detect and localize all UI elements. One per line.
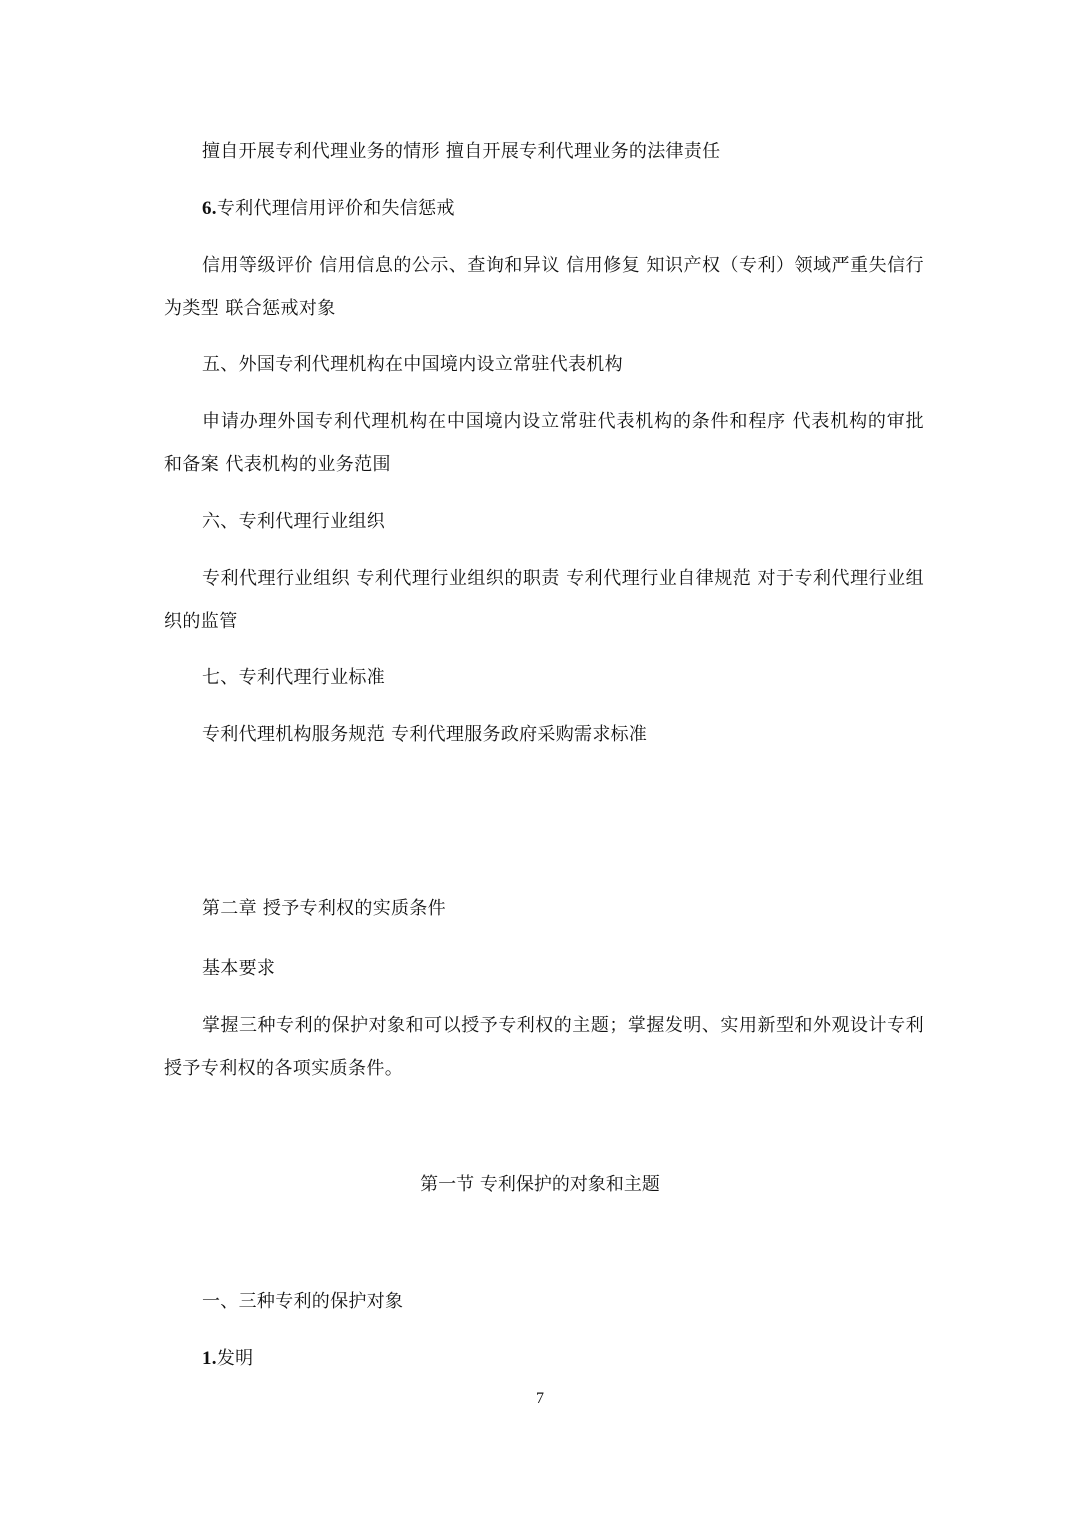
chapter-heading: 第二章 授予专利权的实质条件	[202, 898, 446, 919]
section-title: 第一节 专利保护的对象和主题	[420, 1174, 660, 1195]
paragraph: 申请办理外国专利代理机构在中国境内设立常驻代表机构的条件和程序 代表机构的审批和备案 代表机构的业务范围	[164, 411, 924, 475]
item-number: 6.	[202, 198, 217, 219]
section-heading	[202, 1347, 253, 1371]
text-line: 基本要求	[202, 958, 276, 979]
section-heading: 七、专利代理行业标准	[202, 667, 385, 688]
section-heading	[202, 197, 455, 221]
section-heading: 五、外国专利代理机构在中国境内设立常驻代表机构	[202, 354, 623, 375]
page-number: 7	[536, 1390, 544, 1407]
paragraph: 专利代理行业组织 专利代理行业组织的职责 专利代理行业自律规范 对于专利代理行业组织的监管	[164, 568, 924, 632]
paragraph: 信用等级评价 信用信息的公示、查询和异议 信用修复 知识产权（专利）领域严重失信行为类型 联合惩戒对象	[164, 255, 924, 319]
text-line: 擅自开展专利代理业务的情形 擅自开展专利代理业务的法律责任	[202, 141, 721, 162]
item-title: 发明	[216, 1348, 254, 1369]
section-heading: 六、专利代理行业组织	[202, 511, 385, 532]
text-line: 专利代理机构服务规范 专利代理服务政府采购需求标准	[202, 724, 648, 745]
section-heading: 一、三种专利的保护对象	[202, 1291, 404, 1312]
paragraph: 掌握三种专利的保护对象和可以授予专利权的主题；掌握发明、实用新型和外观设计专利授予专利权的各项实质条件。	[164, 1015, 924, 1079]
item-number: 1.	[202, 1348, 217, 1369]
item-title: 专利代理信用评价和失信惩戒	[216, 198, 455, 219]
